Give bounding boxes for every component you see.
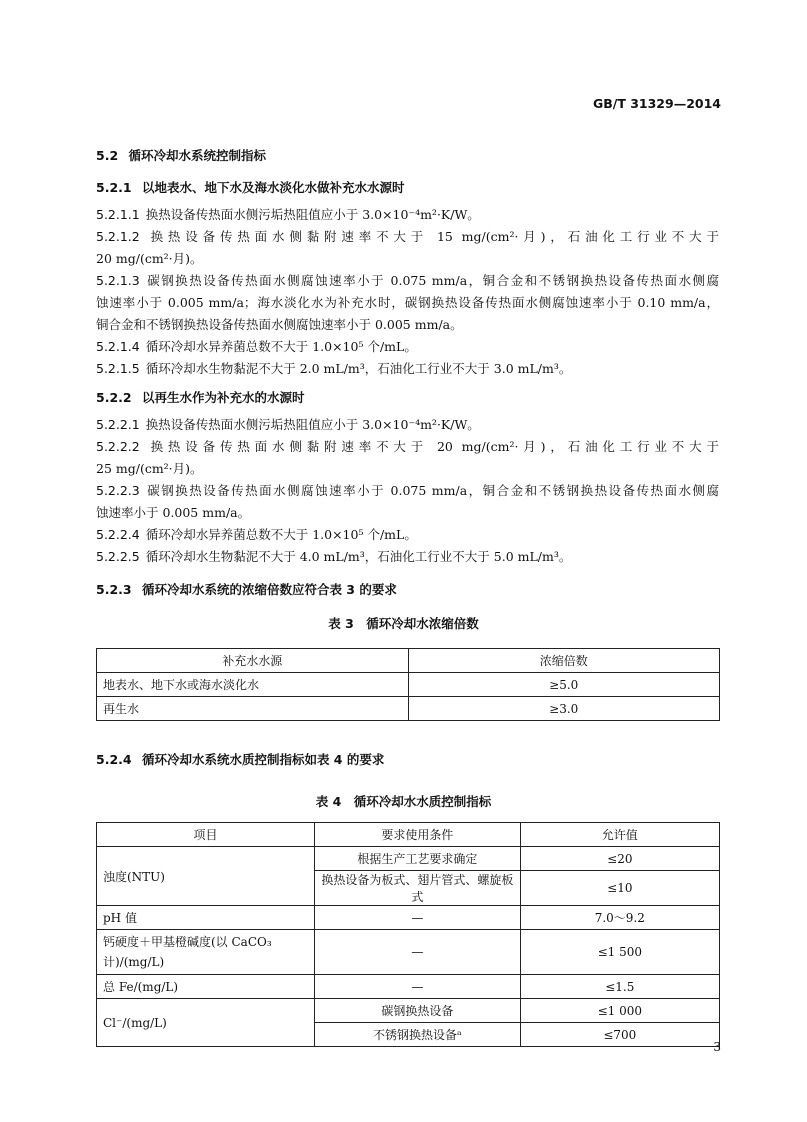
table-cell: 碳钢换热设备 [315,999,521,1023]
table-3-caption: 表 3 循环冷却水浓缩倍数 [328,616,479,631]
table-cell: pH 值 [97,906,315,930]
clause-number: 5.2.2.3 [96,483,140,498]
section-number: 5.2 [96,148,119,163]
clause-5-2-1-2 [96,226,719,270]
clause-line-1 [96,436,719,458]
table-cell: Cl⁻/(mg/L) [97,999,315,1047]
section-title: 循环冷却水系统的浓缩倍数应符合表 3 的要求 [141,582,397,597]
clause-line-3: 铜合金和不锈钢换热设备传热面水侧腐蚀速率小于 0.005 mm/a。 [96,317,463,332]
table-4 [96,822,720,1047]
table-row [97,906,720,930]
clause-number: 5.2.2.4 [96,527,140,542]
clause-text: 循环冷却水生物黏泥不大于 4.0 mL/m³，石油化工行业不大于 5.0 mL/m³。 [145,549,572,564]
clause-text: 换热设备传热面水侧污垢热阻值应小于 3.0×10⁻⁴m²·K/W。 [145,417,480,432]
clause-number: 5.2.1.2 [96,229,140,244]
cell-line-2: 计)/(mg/L) [103,955,165,969]
table-cell: ≤1.5 [520,975,719,999]
table-cell: 换热设备为板式、翅片管式、螺旋板式 [315,871,521,906]
clause-number: 5.2.2.1 [96,417,140,432]
clause-text: 循环冷却水异养菌总数不大于 1.0×10⁵ 个/mL。 [145,527,417,542]
clause-line-1 [96,226,719,248]
table-cell: — [315,975,521,999]
clause-line-2: 蚀速率小于 0.005 mm/a。 [96,505,251,520]
clause-line-2: 25 mg/(cm²·月)。 [96,461,203,476]
clause-5-2-2-4 [96,524,417,546]
clause-number: 5.2.1.3 [96,273,140,288]
table-cell: — [315,906,521,930]
column-header: 允许值 [520,823,719,847]
clause-text: 循环冷却水生物黏泥不大于 2.0 mL/m³，石油化工行业不大于 3.0 mL/m³。 [145,361,572,376]
table-cell: ≤10 [520,871,719,906]
clause-number: 5.2.1.1 [96,207,140,222]
section-5-2-4-heading [96,750,384,768]
clause-text: 碳钢换热设备传热面水侧腐蚀速率小于 0.075 mm/a，铜合金和不锈钢换热设备传热面水侧腐 [145,273,719,288]
table-row [97,930,720,975]
column-header: 浓缩倍数 [408,649,720,673]
clause-5-2-1-5 [96,358,571,380]
table-cell: 浊度(NTU) [97,847,315,906]
clause-5-2-1-4 [96,336,417,358]
section-number: 5.2.1 [96,180,132,195]
table-header-row [97,823,720,847]
standard-number: GB/T 31329—2014 [592,96,721,111]
table-cell: 地表水、地下水或海水淡化水 [97,673,409,697]
clause-text: 换热设备传热面水侧污垢热阻值应小于 3.0×10⁻⁴m²·K/W。 [145,207,480,222]
table-header-row [97,649,720,673]
section-number: 5.2.4 [96,752,132,767]
cell-line-1: 钙硬度＋甲基橙碱度(以 CaCO₃ [103,935,272,949]
table-row [97,697,720,721]
clause-5-2-2-5 [96,546,571,568]
clause-line-2: 蚀速率小于 0.005 mm/a；海水淡化水为补充水时，碳钢换热设备传热面水侧腐蚀速率小于 0.10 mm/a， [96,295,719,310]
section-5-2-1-heading [96,178,404,196]
table-cell: 7.0～9.2 [520,906,719,930]
clause-line-1 [96,270,719,292]
clause-line-2: 20 mg/(cm²·月)。 [96,251,203,266]
clause-number: 5.2.2.2 [96,439,140,454]
section-title: 以再生水作为补充水的水源时 [141,390,305,405]
table-cell: ≤1 000 [520,999,719,1023]
clause-line-1 [96,480,719,502]
clause-text: 碳钢换热设备传热面水侧腐蚀速率小于 0.075 mm/a，铜合金和不锈钢换热设备传热面水侧腐 [145,483,719,498]
table-row [97,673,720,697]
section-number: 5.2.2 [96,390,132,405]
table-cell [97,930,315,975]
clause-5-2-1-1 [96,204,480,226]
clause-text: 换热设备传热面水侧黏附速率不大于 15 mg/(cm²·月)，石油化工行业不大于 [145,229,719,244]
table-cell: ≥3.0 [408,697,720,721]
table-cell: ≥5.0 [408,673,720,697]
clause-text: 换热设备传热面水侧黏附速率不大于 20 mg/(cm²·月)，石油化工行业不大于 [145,439,719,454]
table-row [97,847,720,871]
section-number: 5.2.3 [96,582,132,597]
clause-5-2-2-1 [96,414,480,436]
column-header: 补充水水源 [97,649,409,673]
table-3 [96,648,720,721]
table-cell: 总 Fe/(mg/L) [97,975,315,999]
table-row [97,999,720,1023]
section-title: 循环冷却水系统水质控制指标如表 4 的要求 [141,752,385,767]
clause-number: 5.2.1.4 [96,339,140,354]
table-cell: 再生水 [97,697,409,721]
table-cell: ≤1 500 [520,930,719,975]
table-4-caption: 表 4 循环冷却水水质控制指标 [315,794,492,809]
clause-5-2-1-3 [96,270,719,336]
clause-text: 循环冷却水异养菌总数不大于 1.0×10⁵ 个/mL。 [145,339,417,354]
table-cell: — [315,930,521,975]
page-number: 3 [713,1040,721,1054]
section-5-2-heading [96,146,266,164]
table-cell: ≤700 [520,1023,719,1047]
clause-number: 5.2.1.5 [96,361,140,376]
section-title: 循环冷却水系统控制指标 [128,148,267,163]
table-cell: 不锈钢换热设备ᵃ [315,1023,521,1047]
section-5-2-3-heading [96,580,397,598]
clause-5-2-2-3 [96,480,719,524]
column-header: 项目 [97,823,315,847]
table-cell: ≤20 [520,847,719,871]
section-title: 以地表水、地下水及海水淡化水做补充水水源时 [141,180,405,195]
section-5-2-2-heading [96,388,304,406]
table-row [97,975,720,999]
table-cell: 根据生产工艺要求确定 [315,847,521,871]
column-header: 要求使用条件 [315,823,521,847]
clause-number: 5.2.2.5 [96,549,140,564]
clause-5-2-2-2 [96,436,719,480]
